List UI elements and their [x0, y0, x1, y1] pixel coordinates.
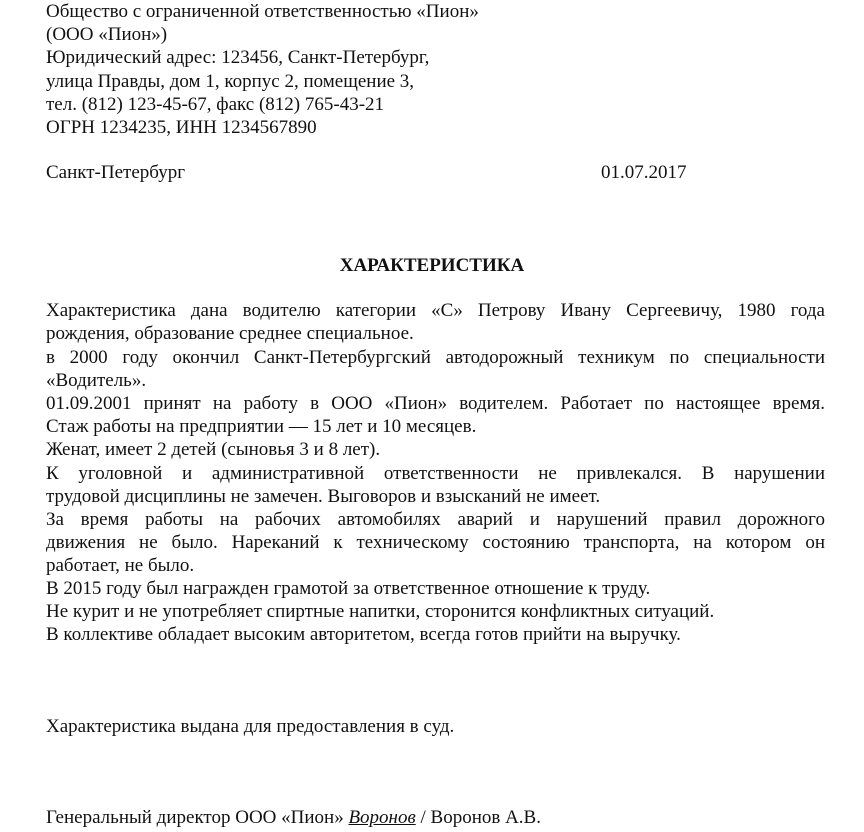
org-address-line-2: улица Правды, дом 1, корпус 2, помещение 3,: [46, 71, 415, 92]
org-registration: ОГРН 1234235, ИНН 1234567890: [46, 117, 317, 138]
handwritten-signature: Воронов: [348, 807, 416, 828]
body-line: Характеристика дана водителю категории «С» Петрову Ивану Сергеевичу, 1980 года: [46, 300, 825, 321]
body-line: трудовой дисциплины не замечен. Выговоров и взысканий не имеет.: [46, 486, 601, 507]
document-date: 01.07.2017: [601, 162, 687, 183]
body-line: движения не было. Нареканий к техническому состоянию транспорта, на котором он: [46, 532, 825, 553]
body-line: Женат, имеет 2 детей (сыновья 3 и 8 лет).: [46, 439, 381, 460]
org-phone: тел. (812) 123-45-67, факс (812) 765-43-21: [46, 94, 385, 115]
body-line: рождения, образование среднее специальное.: [46, 323, 414, 344]
signature-block: [46, 806, 541, 829]
document-place: Санкт-Петербург: [46, 162, 186, 183]
org-address-line-1: Юридический адрес: 123456, Санкт-Петербург,: [46, 47, 430, 68]
body-line: «Водитель».: [46, 370, 147, 391]
body-line: В коллективе обладает высоким авторитетом, всегда готов прийти на выручку.: [46, 624, 681, 645]
body-line: Стаж работы на предприятии — 15 лет и 10 месяцев.: [46, 416, 477, 437]
body-line: К уголовной и административной ответственности не привлекался. В нарушении: [46, 463, 825, 484]
body-line: 01.09.2001 принят на работу в ООО «Пион» водителем. Работает по настоящее время.: [46, 393, 825, 414]
body-line: В 2015 году был награжден грамотой за ответственное отношение к труду.: [46, 578, 651, 599]
body-line: работает, не было.: [46, 555, 195, 576]
body-line: За время работы на рабочих автомобилях аварий и нарушений правил дорожного: [46, 509, 825, 530]
signature-separator: /: [420, 807, 426, 828]
document-title: ХАРАКТЕРИСТИКА: [339, 255, 525, 276]
body-line: Не курит и не употребляет спиртные напитки, сторонится конфликтных ситуаций.: [46, 601, 715, 622]
body-line: в 2000 году окончил Санкт-Петербургский автодорожный техникум по специальности: [46, 347, 825, 368]
signer-name: Воронов А.В.: [430, 807, 541, 828]
signer-position: Генеральный директор ООО «Пион»: [46, 807, 344, 828]
document-purpose: Характеристика выдана для предоставления в суд.: [46, 716, 455, 737]
org-short-name: (ООО «Пион»): [46, 24, 168, 45]
org-name: Общество с ограниченной ответственностью «Пион»: [46, 1, 479, 22]
